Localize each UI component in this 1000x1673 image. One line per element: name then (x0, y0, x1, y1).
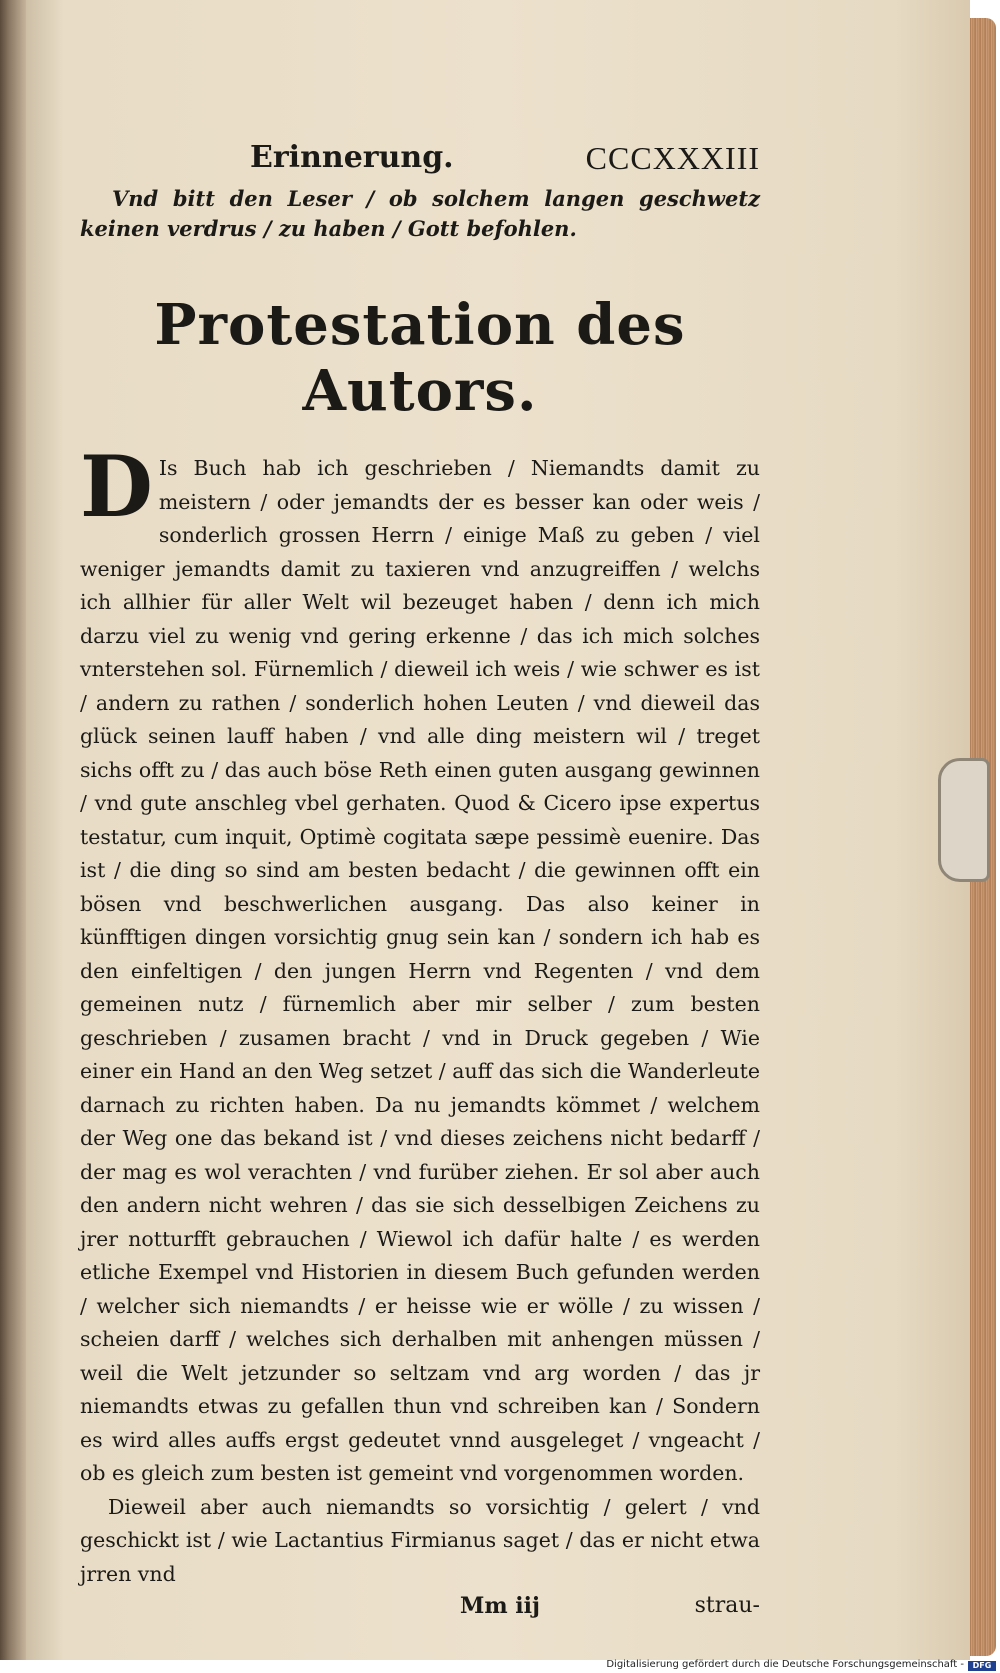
funding-credit: Digitalisierung gefördert durch die Deutsche Forschungsgemeinschaft - (606, 1659, 964, 1670)
page-text (80, 140, 760, 1627)
intro-text: Vnd bitt den Leser / ob solchem langen geschwetz keinen verdrus / zu haben / Gott befohlen. (80, 186, 760, 241)
running-title: Erinnerung. (250, 140, 454, 175)
book-binding (0, 0, 26, 1660)
running-head (80, 140, 760, 184)
signature-line (80, 1591, 760, 1627)
paragraph: DIs Buch hab ich geschrieben / Niemandts damit zu meistern / oder jemandts der es besser kan oder weis / sonderlich grossen Herrn / einige Maß zu geben / viel weniger jemandts damit zu taxieren vnd anzugreiffen / welchs ich allhier für aller Welt wil bezeuget haben / denn ich mich darzu viel zu wenig vnd gering erkenne / das ich mich solches vnterstehen sol. Fürnemlich / dieweil ich weis / wie schwer es ist / andern zu rathen / sonderlich hohen Leuten / vnd dieweil das glück seinen lauff haben / vnd alle ding meistern wil / treget sichs offt zu / das auch böse Reth einen guten ausgang gewinnen / vnd gute anschleg vbel gerhaten. Quod & Cicero ipse expertus testatur, cum inquit, Optimè cogitata sæpe pessimè euenire. Das ist / die ding so sind am besten bedacht / die gewinnen offt ein bösen vnd beschwerlichen ausgang. Das also keiner in künfftigen dingen vorsichtig gnug sein kan / sondern ich hab es den einfeltigen / den jungen Herrn vnd Regenten / vnd dem gemeinen nutz / fürnemlich aber mir selber / zum besten geschrieben / zusamen bracht / vnd in Druck gegeben / Wie einer ein Hand an den Weg setzet / auff das sich die Wanderleute darnach zu richten haben. Da nu jemandts kömmet / welchem der Weg one das bekand ist / vnd dieses zeichens nicht bedarff / der mag es wol verachten / vnd furüber ziehen. Er sol aber auch den andern nicht wehren / das sie sich desselbigen Zeichens zu jrer notturfft gebrauchen / Wiewol ich dafür halte / es werden etliche Exempel vnd Historien in diesem Buch gefunden werden / welcher sich niemandts / er heisse wie er wölle / zu wissen / scheien darff / welches sich derhalben mit anhengen müssen / weil die Welt jetzunder so seltzam vnd arg worden / das jr niemandts etwas zu gefallen thun vnd schreiben kan / Sondern es wird alles auffs ergst gedeutet vnnd ausgeleget / vngeacht / ob es gleich zum besten ist gemeint vnd vorgenommen worden. (80, 437, 760, 1485)
paragraph: Dieweil aber auch niemandts so vorsichtig / gelert / vnd geschickt ist / wie Lactantius Firmianus saget / das er nicht etwa jrren vnd (80, 1494, 760, 1586)
folio-number: CCCXXXIII (585, 140, 760, 176)
signature-mark: Mm iij (460, 1593, 540, 1619)
footer (0, 1660, 1000, 1673)
dfg-logo: DFG (968, 1661, 996, 1671)
section-title: Protestation des Autors. (154, 292, 686, 424)
catchword: strau- (694, 1593, 760, 1618)
page-clip (938, 758, 990, 882)
